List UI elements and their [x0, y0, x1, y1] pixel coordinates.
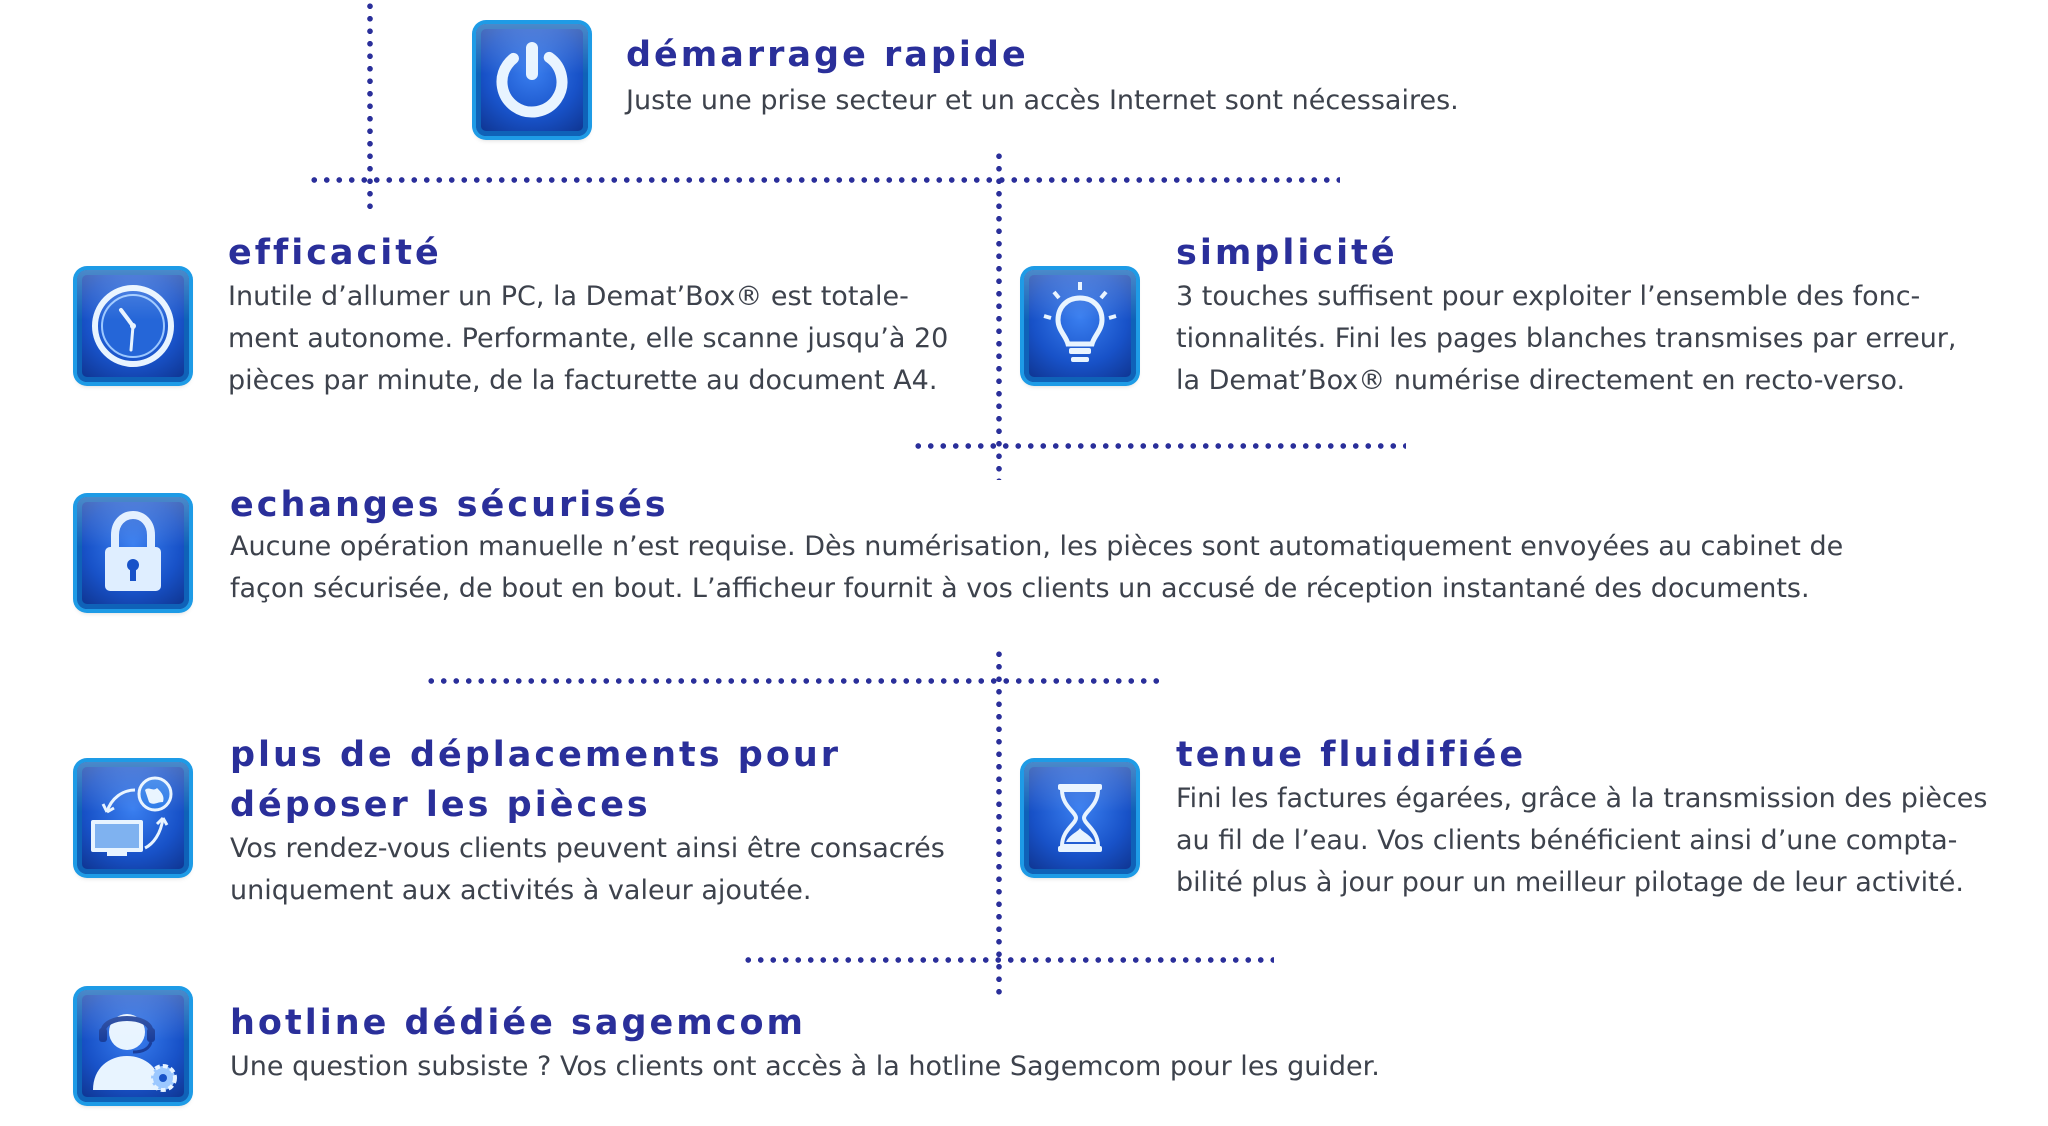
dotted-line-horizontal-1 — [308, 177, 1340, 183]
section-text-simplicite-line-1: 3 touches suffisent pour exploiter l’ensemble des fonc- — [1176, 281, 1921, 312]
section-text-echanges-line-1: Aucune opération manuelle n’est requise. Dès numérisation, les pièces sont automatiquement envoyées au cabinet de — [230, 531, 1844, 562]
dotted-line-horizontal-3 — [425, 678, 1159, 684]
dotted-line-vertical-middle-2 — [996, 648, 1002, 998]
hourglass-icon — [1024, 762, 1136, 874]
section-text-efficacite-line-2: ment autonome. Performante, elle scanne jusqu’à 20 — [228, 323, 949, 354]
clock-icon — [77, 270, 189, 382]
section-title-deplacements-line-1: plus de déplacements pour — [230, 735, 842, 775]
section-text-deplacements-line-1: Vos rendez-vous clients peuvent ainsi être consacrés — [230, 833, 945, 864]
padlock-icon — [77, 497, 189, 609]
section-title-efficacite: efficacité — [228, 233, 442, 273]
section-title-demarrage: démarrage rapide — [626, 35, 1029, 75]
section-text-simplicite-line-3: la Demat’Box® numérise directement en recto-verso. — [1176, 365, 1906, 396]
section-text-tenue-line-2: au fil de l’eau. Vos clients bénéficient ainsi d’une compta- — [1176, 825, 1958, 856]
section-text-efficacite-line-1: Inutile d’allumer un PC, la Demat’Box® est totale- — [228, 281, 909, 312]
section-text-demarrage-line-1: Juste une prise secteur et un accès Internet sont nécessaires. — [626, 85, 1459, 116]
power-icon — [476, 24, 588, 136]
section-text-simplicite-line-2: tionnalités. Fini les pages blanches transmises par erreur, — [1176, 323, 1957, 354]
dotted-line-horizontal-2 — [912, 443, 1406, 449]
section-title-hotline: hotline dédiée sagemcom — [230, 1003, 807, 1043]
dotted-line-horizontal-4 — [742, 957, 1274, 963]
lightbulb-icon — [1024, 270, 1136, 382]
dotted-line-vertical-middle-1 — [996, 150, 1002, 480]
section-text-echanges-line-2: façon sécurisée, de bout en bout. L’afficheur fournit à vos clients un accusé de réception instantané des documents. — [230, 573, 1810, 604]
section-text-efficacite-line-3: pièces par minute, de la facturette au document A4. — [228, 365, 938, 396]
section-text-tenue-line-1: Fini les factures égarées, grâce à la transmission des pièces — [1176, 783, 1988, 814]
section-text-tenue-line-3: bilité plus à jour pour un meilleur pilotage de leur activité. — [1176, 867, 1964, 898]
section-title-echanges: echanges sécurisés — [230, 485, 669, 525]
section-text-deplacements-line-2: uniquement aux activités à valeur ajoutée. — [230, 875, 812, 906]
section-title-tenue: tenue fluidifiée — [1176, 735, 1527, 775]
globe-monitor-icon — [77, 762, 189, 874]
section-title-simplicite: simplicité — [1176, 233, 1398, 273]
section-title-deplacements-line-2: déposer les pièces — [230, 785, 651, 825]
section-text-hotline-line-1: Une question subsiste ? Vos clients ont accès à la hotline Sagemcom pour les guider. — [230, 1051, 1380, 1082]
headset-agent-icon — [77, 990, 189, 1102]
